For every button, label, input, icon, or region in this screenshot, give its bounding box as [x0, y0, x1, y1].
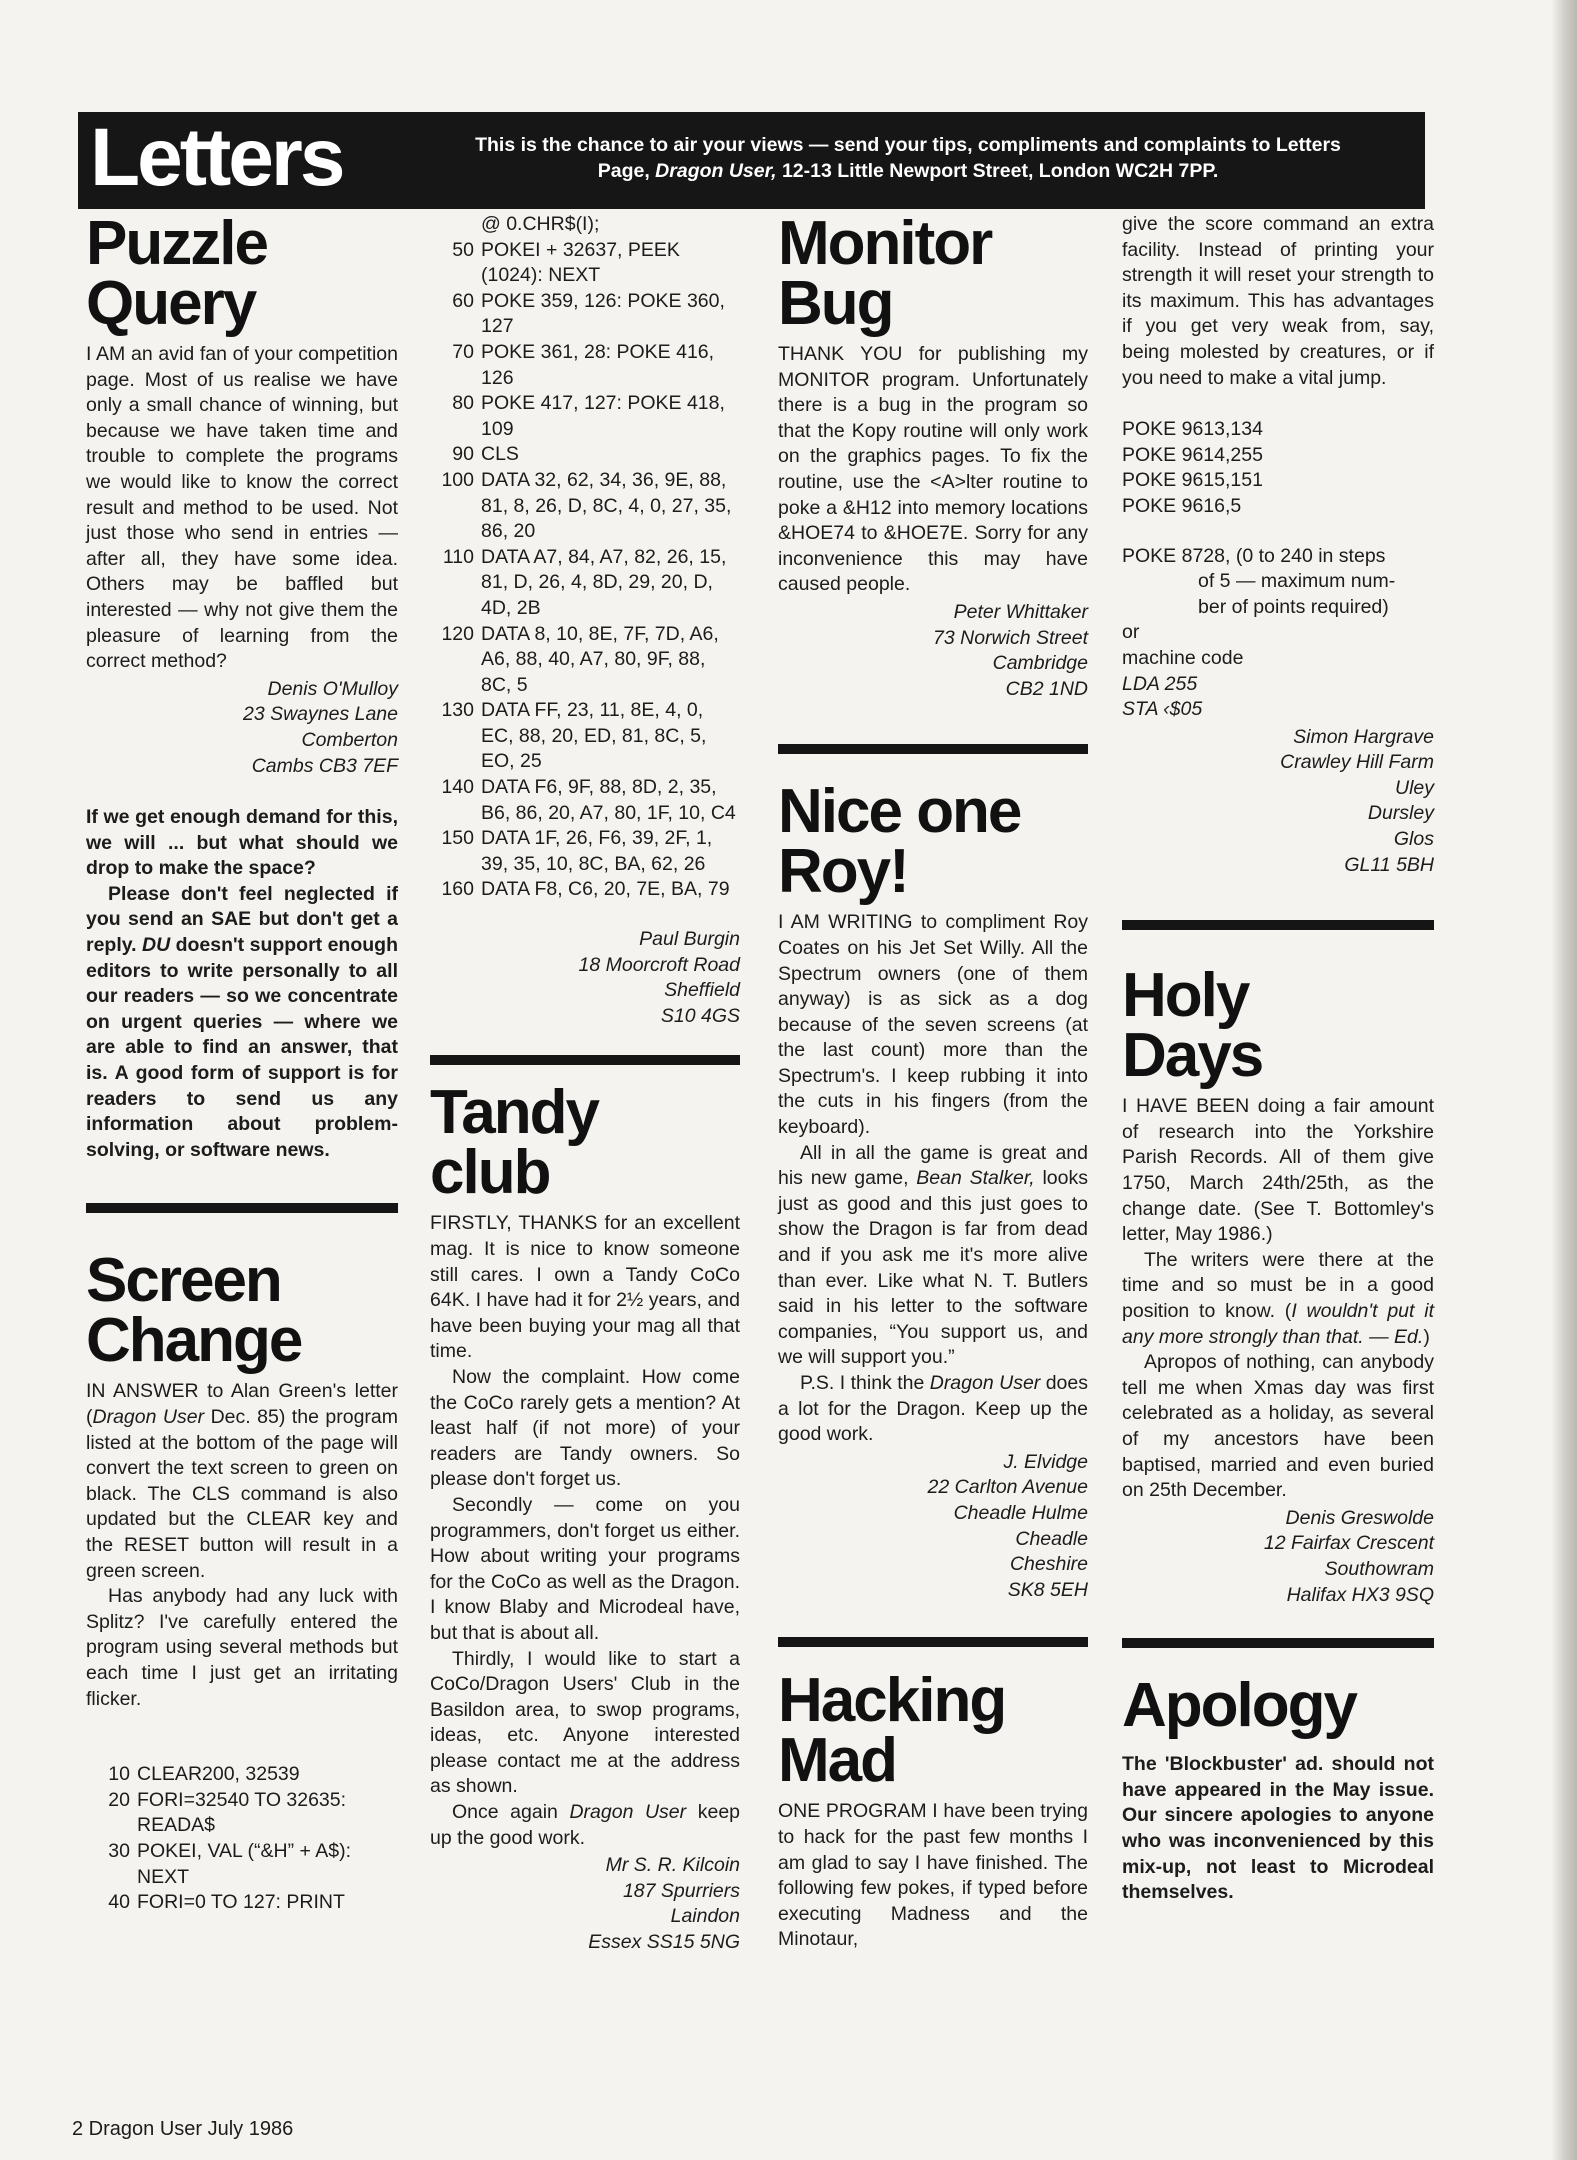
code-line: 20 FORI=32540 TO 32635: READA$: [108, 1788, 347, 1837]
tandy-club-body-5: Once again Dragon User keep up the good work.: [430, 1801, 741, 1849]
hacking-mad-body-cont: give the score command an extra facility. Instead of printing your strength it will reset your strength to its maximum. This has advantages if you get very weak from, say, being molested by creatures, or if you need to make a vital jump.: [1122, 213, 1434, 389]
banner-line-2: Page, Dragon User, 12-13 Little Newport Street, London WC2H 7PP.: [597, 160, 1219, 182]
nice-one-roy-heading: Nice one Roy!: [778, 777, 1021, 907]
poke-list: [1122, 417, 1434, 519]
code-line: 120 DATA 8, 10, 8E, 7F, 7D, A6, A6, 88, 40, A7, 80, 9F, 88, 8C, 5: [441, 622, 719, 696]
tandy-club-signature: Mr S. R. Kilcoin 187 Spurriers Laindon Essex SS15 5NG: [588, 1854, 740, 1954]
machine-code-line: STA ‹$05: [1122, 698, 1203, 721]
hacking-mad-heading: Hacking Mad: [778, 1666, 1006, 1796]
holy-days-body-3: Apropos of nothing, can anybody tell me when Xmas day was first celebrated as a holiday, as several of my ancestors have been baptised, married and even buried on 25th December.: [1122, 1351, 1434, 1502]
monitor-bug-body: THANK YOU for publishing my MONITOR program. Unfortunately there is a bug in the program so that the Kopy routine will only work on the graphics pages. To fix the routine, use the <A>lter routine to poke a &H12 into memory locations &HOE74 to &HOE7E. Sorry for any inconvenience this may have caused people.: [778, 343, 1088, 596]
page-edge-shadow: [1551, 0, 1577, 2160]
editor-reply: If we get enough demand for this, we will ... but what should we drop to make the space?: [86, 806, 398, 880]
tandy-club-heading: Tandy club: [430, 1078, 598, 1208]
nice-one-roy-body-2: All in all the game is great and his new game, Bean Stalker, looks just as good and this just goes to show the Dragon is far from dead and if you ask me it's more alive than ever. Like what N. T. Butlers said in his letter to the software companies, “You support us, and we will support you.”: [778, 1141, 1088, 1369]
code-line: 100 DATA 32, 62, 34, 36, 9E, 88, 81, 8, 26, D, 8C, 4, 0, 27, 35, 86, 20: [441, 468, 732, 543]
banner-line-1: This is the chance to air your views — send your tips, compliments and complaints to Letters: [475, 134, 1341, 156]
screen-change-signature: Paul Burgin 18 Moorcroft Road Sheffield S10 4GS: [578, 928, 740, 1027]
holy-days-body-1: I HAVE BEEN doing a fair amount of research into the Yorkshire Parish Records. All of them give 1750, March 24th/25th, as the change date. (See T. Bottomley's letter, May 1986.): [1122, 1095, 1434, 1246]
column-2: [430, 212, 740, 1956]
section-divider: [778, 744, 1088, 754]
hacking-mad-body: ONE PROGRAM I have been trying to hack for the past few months I am glad to say I have finished. The following few pokes, if typed before executing Madness and the Minotaur,: [778, 1800, 1088, 1951]
column-3: [778, 209, 1089, 1953]
section-divider: [430, 1055, 740, 1065]
hacking-mad-signature: Simon Hargrave Crawley Hill Farm Uley Dursley Glos GL11 5BH: [1280, 725, 1434, 876]
page-footer: 2 Dragon User July 1986: [72, 2118, 294, 2140]
code-line: 90 CLS: [452, 443, 519, 466]
section-divider: [778, 1637, 1088, 1647]
code-line: 160 DATA F8, C6, 20, 7E, BA, 79: [441, 878, 730, 901]
tandy-club-body-1: FIRSTLY, THANKS for an excellent mag. It is nice to know someone still cares. I own a Tandy CoCo 64K. I have had it for 2½ years, and have been buying your mag all that time.: [430, 1212, 740, 1363]
banner-intro: [398, 132, 1418, 184]
machine-code-line: LDA 255: [1122, 672, 1198, 695]
code-line: 80 POKE 417, 127: POKE 418, 109: [452, 392, 725, 440]
column-4: [1122, 212, 1434, 1906]
puzzle-query-signature: Denis O'Mulloy 23 Swaynes Lane Comberton Cambs CB3 7EF: [242, 677, 398, 777]
screen-change-body-2: Has anybody had any luck with Splitz? I've carefully entered the program using several methods but each time I just get an irritating flicker.: [86, 1585, 398, 1710]
code-line: 70 POKE 361, 28: POKE 416, 126: [452, 340, 715, 389]
letters-banner: [78, 112, 1425, 209]
poke-line: POKE 9615,151: [1122, 469, 1263, 492]
code-line: 30 POKEI, VAL (“&H” + A$): NEXT: [108, 1839, 352, 1888]
holy-days-signature: Denis Greswolde 12 Fairfax Crescent Southowram Halifax HX3 9SQ: [1263, 1506, 1434, 1606]
code-line: 60 POKE 359, 126: POKE 360, 127: [452, 289, 725, 338]
poke-line: POKE 9613,134: [1122, 418, 1263, 441]
holy-days-body-2: The writers were there at the time and so must be in a good position to know. (I wouldn't put it any more strongly than that. — Ed.): [1122, 1248, 1434, 1348]
editor-note: Please don't feel neglected if you send an SAE but don't get a reply. DU doesn't support enough editors to write personally to all our readers — so we concentrate on urgent queries — where we are able to find an answer, that is. A good form of support is for readers to send us any information about problem-solving, or software news.: [86, 882, 398, 1161]
poke-line: POKE 9614,255: [1122, 443, 1263, 466]
apology-heading: Apology: [1122, 1671, 1356, 1741]
column-1: [86, 209, 399, 1916]
code-line: @ 0.CHR$(I);: [481, 213, 600, 235]
program-listing-part-1: [86, 1762, 398, 1916]
monitor-bug-signature: Peter Whittaker 73 Norwich Street Cambridge CB2 1ND: [933, 600, 1088, 700]
tandy-club-body-4: Thirdly, I would like to start a CoCo/Dragon Users' Club in the Basildon area, to swop programs, ideas, etc. Anyone interested please contact me at the address as shown.: [430, 1647, 740, 1798]
or-label: or: [1122, 621, 1140, 644]
nice-one-roy-body-1: I AM WRITING to compliment Roy Coates on his Jet Set Willy. All the Spectrum owners (one of them anyway) is as sick as a dog because of the seven screens (at the last count) more than the Spectrum's. I keep rubbing it into the cuts in his fingers (from the keyboard).: [778, 911, 1088, 1139]
poke-line: POKE 9616,5: [1122, 494, 1242, 517]
section-divider: [1122, 920, 1434, 930]
code-line: 10 CLEAR200, 32539: [108, 1763, 300, 1786]
monitor-bug-heading: Monitor Bug: [778, 209, 992, 338]
section-divider: [86, 1203, 398, 1213]
nice-one-roy-signature: J. Elvidge 22 Carlton Avenue Cheadle Hulme Cheadle Cheshire SK8 5EH: [927, 1450, 1088, 1601]
holy-days-heading: Holy Days: [1122, 961, 1263, 1091]
code-line: 130 DATA FF, 23, 11, 8E, 4, 0, EC, 88, 20, ED, 81, 8C, 5, EO, 25: [441, 699, 707, 773]
code-line: 40 FORI=0 TO 127: PRINT: [108, 1891, 345, 1914]
screen-change-body-1: IN ANSWER to Alan Green's letter (Dragon User Dec. 85) the program listed at the bottom of the page will convert the text screen to green on black. The CLS command is also updated but the CLEAR key and the RESET button will result in a green screen.: [86, 1380, 399, 1582]
tandy-club-body-3: Secondly — come on you programmers, don't forget us either. How about writing your programs for the CoCo as well as the Dragon. I know Blaby and Microdeal have, but that is about all.: [430, 1493, 740, 1644]
section-title: Letters: [90, 112, 343, 203]
code-line: 110 DATA A7, 84, A7, 82, 26, 15, 81, D, 26, 4, 8D, 29, 20, D, 4D, 2B: [442, 545, 727, 619]
tandy-club-body-2: Now the complaint. How come the CoCo rarely gets a mention? At least half (if not more) of your readers are Tandy owners. So please don't forget us.: [430, 1365, 740, 1491]
code-line: 140 DATA F6, 9F, 88, 8D, 2, 35, B6, 86, 20, A7, 80, 1F, 10, C4: [441, 776, 736, 824]
section-divider: [1122, 1638, 1434, 1648]
program-listing-part-2: [430, 212, 740, 903]
poke-range: POKE 8728, (0 to 240 in steps of 5 — maximum num- ber of points required): [1122, 544, 1396, 618]
screen-change-heading: Screen Change: [86, 1246, 302, 1376]
puzzle-query-heading: Puzzle Query: [86, 209, 267, 338]
code-line: 150 DATA 1F, 26, F6, 39, 2F, 1, 39, 35, 10, 8C, BA, 62, 26: [441, 827, 713, 875]
code-line: 50 POKEI + 32637, PEEK (1024): NEXT: [452, 238, 680, 287]
machine-code-label: machine code: [1122, 646, 1244, 669]
puzzle-query-body: I AM an avid fan of your competition page. Most of us realise we have only a small chance of winning, but because we have taken time and trouble to complete the programs we would like to know the correct result and method to be used. Not just those who send in entries — after all, they have some idea. Others may be baffled but interested — why not give them the pleasure of learning from the correct method?: [86, 343, 398, 673]
apology-body: The 'Blockbuster' ad. should not have appeared in the May issue. Our sincere apologies to anyone who was inconvenienced by this mix-up, not least to Microdeal themselves.: [1122, 1753, 1434, 1904]
nice-one-roy-body-3: P.S. I think the Dragon User does a lot for the Dragon. Keep up the good work.: [778, 1372, 1089, 1446]
